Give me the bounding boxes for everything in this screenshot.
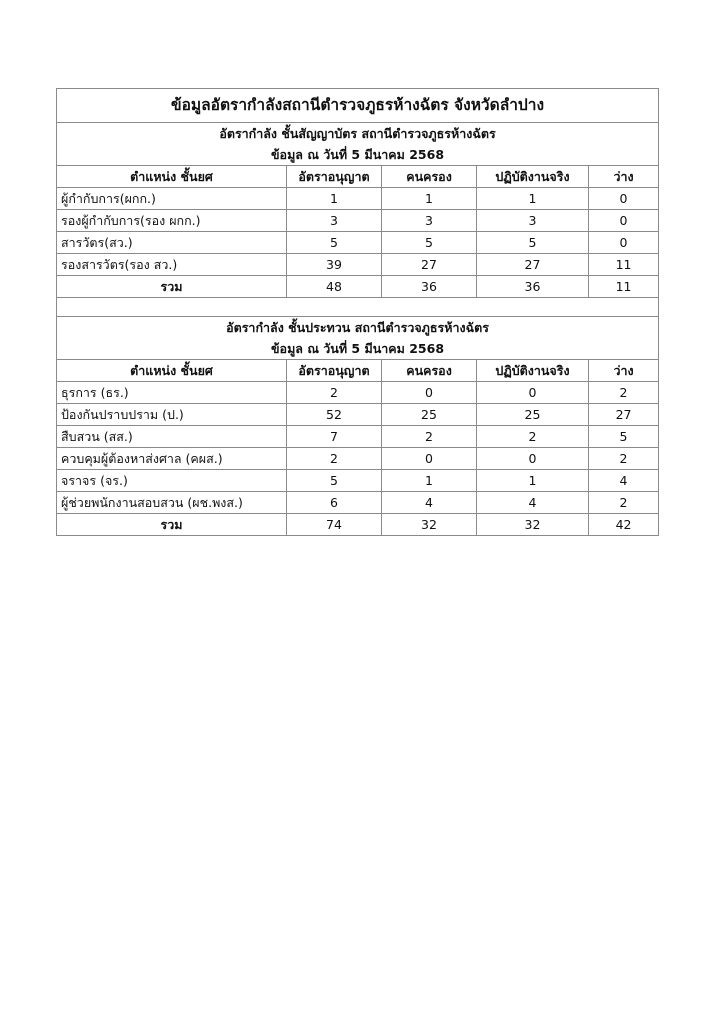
working-cell: 1 [477, 470, 589, 492]
allowed-cell: 2 [287, 382, 382, 404]
filled-cell: 2 [382, 426, 477, 448]
table-row [57, 470, 659, 492]
column-header: ตำแหน่ง ชั้นยศ [57, 360, 287, 382]
total-label: รวม [57, 276, 287, 298]
table-row [57, 448, 659, 470]
allowed-cell: 2 [287, 448, 382, 470]
column-header: อัตราอนุญาต [287, 360, 382, 382]
table-row [57, 382, 659, 404]
vacant-cell: 0 [589, 188, 659, 210]
working-cell: 4 [477, 492, 589, 514]
working-cell: 0 [477, 448, 589, 470]
column-header: อัตราอนุญาต [287, 166, 382, 188]
total-allowed-cell: 48 [287, 276, 382, 298]
column-header: ตำแหน่ง ชั้นยศ [57, 166, 287, 188]
staffing-table [56, 88, 659, 536]
working-cell: 0 [477, 382, 589, 404]
column-header: ว่าง [589, 360, 659, 382]
vacant-cell: 4 [589, 470, 659, 492]
vacant-cell: 2 [589, 492, 659, 514]
position-cell: รองผู้กำกับการ(รอง ผกก.) [57, 210, 287, 232]
position-cell: สืบสวน (สส.) [57, 426, 287, 448]
total-working-cell: 36 [477, 276, 589, 298]
section-heading: อัตรากำลัง ชั้นสัญญาบัตร สถานีตำรวจภูธรห้างฉัตร [57, 123, 659, 145]
total-allowed-cell: 74 [287, 514, 382, 536]
page-title: ข้อมูลอัตรากำลังสถานีตำรวจภูธรห้างฉัตร จังหวัดลำปาง [57, 89, 659, 123]
total-row [57, 514, 659, 536]
vacant-cell: 5 [589, 426, 659, 448]
allowed-cell: 52 [287, 404, 382, 426]
position-cell: ควบคุมผู้ต้องหาส่งศาล (คผส.) [57, 448, 287, 470]
table-row [57, 492, 659, 514]
table-row [57, 404, 659, 426]
allowed-cell: 5 [287, 470, 382, 492]
position-cell: จราจร (จร.) [57, 470, 287, 492]
spacer-cell [57, 298, 659, 317]
filled-cell: 4 [382, 492, 477, 514]
table-row [57, 254, 659, 276]
vacant-cell: 0 [589, 210, 659, 232]
column-header: ว่าง [589, 166, 659, 188]
allowed-cell: 39 [287, 254, 382, 276]
position-cell: รองสารวัตร(รอง สว.) [57, 254, 287, 276]
position-cell: ป้องกันปราบปราม (ป.) [57, 404, 287, 426]
vacant-cell: 11 [589, 254, 659, 276]
filled-cell: 0 [382, 448, 477, 470]
section-date: ข้อมูล ณ วันที่ 5 มีนาคม 2568 [57, 144, 659, 166]
position-cell: สารวัตร(สว.) [57, 232, 287, 254]
table-row [57, 426, 659, 448]
allowed-cell: 5 [287, 232, 382, 254]
working-cell: 27 [477, 254, 589, 276]
total-filled-cell: 36 [382, 276, 477, 298]
total-vacant-cell: 42 [589, 514, 659, 536]
allowed-cell: 1 [287, 188, 382, 210]
filled-cell: 0 [382, 382, 477, 404]
working-cell: 2 [477, 426, 589, 448]
section-spacer [57, 298, 659, 317]
total-filled-cell: 32 [382, 514, 477, 536]
total-label: รวม [57, 514, 287, 536]
table-row [57, 188, 659, 210]
working-cell: 5 [477, 232, 589, 254]
vacant-cell: 27 [589, 404, 659, 426]
column-header: คนครอง [382, 360, 477, 382]
filled-cell: 27 [382, 254, 477, 276]
column-header: ปฏิบัติงานจริง [477, 360, 589, 382]
working-cell: 25 [477, 404, 589, 426]
table-row [57, 210, 659, 232]
total-working-cell: 32 [477, 514, 589, 536]
vacant-cell: 2 [589, 382, 659, 404]
total-vacant-cell: 11 [589, 276, 659, 298]
position-cell: ผู้กำกับการ(ผกก.) [57, 188, 287, 210]
table-row [57, 232, 659, 254]
total-row [57, 276, 659, 298]
header-row [57, 166, 659, 188]
column-header: ปฏิบัติงานจริง [477, 166, 589, 188]
section-date: ข้อมูล ณ วันที่ 5 มีนาคม 2568 [57, 338, 659, 360]
filled-cell: 25 [382, 404, 477, 426]
column-header: คนครอง [382, 166, 477, 188]
vacant-cell: 0 [589, 232, 659, 254]
filled-cell: 3 [382, 210, 477, 232]
header-row [57, 360, 659, 382]
section-heading: อัตรากำลัง ชั้นประทวน สถานีตำรวจภูธรห้างฉัตร [57, 317, 659, 339]
position-cell: ผู้ช่วยพนักงานสอบสวน (ผช.พงส.) [57, 492, 287, 514]
position-cell: ธุรการ (ธร.) [57, 382, 287, 404]
filled-cell: 1 [382, 470, 477, 492]
filled-cell: 1 [382, 188, 477, 210]
filled-cell: 5 [382, 232, 477, 254]
working-cell: 1 [477, 188, 589, 210]
allowed-cell: 6 [287, 492, 382, 514]
working-cell: 3 [477, 210, 589, 232]
allowed-cell: 7 [287, 426, 382, 448]
allowed-cell: 3 [287, 210, 382, 232]
vacant-cell: 2 [589, 448, 659, 470]
